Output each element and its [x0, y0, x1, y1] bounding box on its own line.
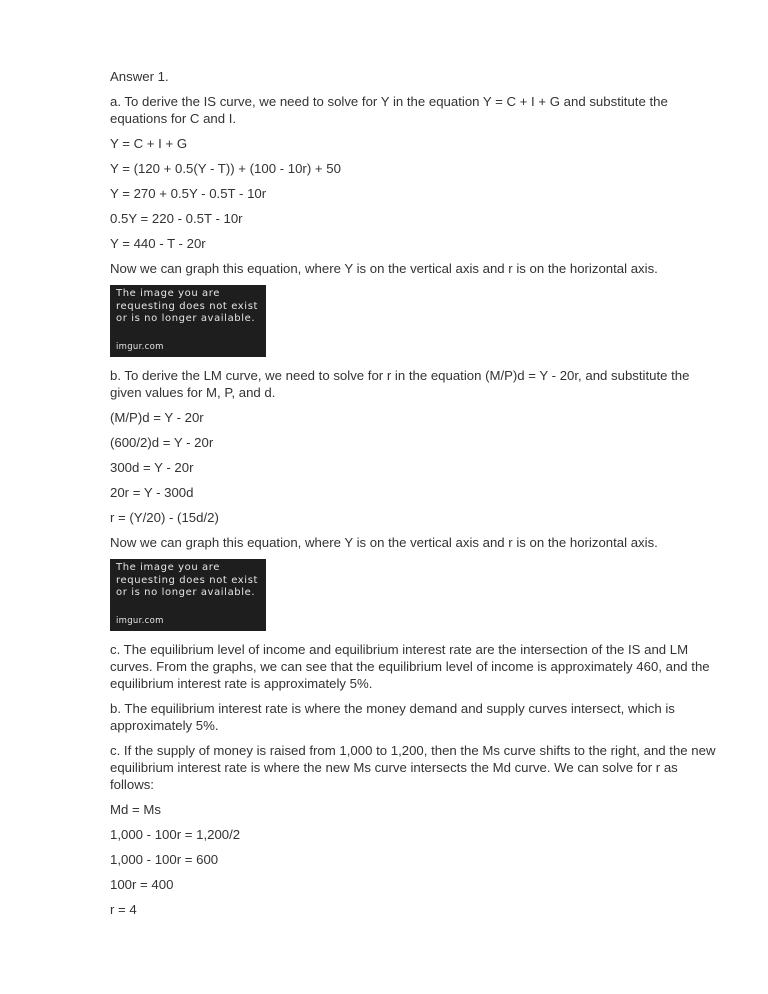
part-c2-intro: c. If the supply of money is raised from 1,000 to 1,200, then the Ms curve shifts to the right, and the new equilibrium interest rate is where the new Ms curve intersects the Md curve. We can solve for r as follows: [110, 743, 716, 792]
part-a-graph-note: Now we can graph this equation, where Y is on the vertical axis and r is on the horizontal axis. [110, 261, 658, 276]
answer-title: Answer 1. [110, 69, 169, 84]
equation: Y = (120 + 0.5(Y - T)) + (100 - 10r) + 50 [110, 161, 341, 176]
part-c-paragraph: c. The equilibrium level of income and equilibrium interest rate are the intersection of the IS and LM curves. From the graphs, we can see that the equilibrium level of income is approximately 460, and the equilibrium interest rate is approximately 5%. [110, 642, 710, 691]
part-b-graph-note: Now we can graph this equation, where Y is on the vertical axis and r is on the horizontal axis. [110, 535, 658, 550]
equation: Y = C + I + G [110, 136, 188, 151]
part-b-intro: b. To derive the LM curve, we need to solve for r in the equation (M/P)d = Y - 20r, and substitute the given values for M, P, and d. [110, 368, 690, 400]
equation: (M/P)d = Y - 20r [110, 410, 204, 425]
equation: 1,000 - 100r = 600 [110, 852, 219, 867]
equation: 100r = 400 [110, 877, 174, 892]
missing-image-message: The image you are requesting does not exist or is no longer available. [116, 562, 259, 598]
missing-image-message: The image you are requesting does not exist or is no longer available. [116, 288, 259, 324]
missing-image-placeholder [110, 285, 266, 357]
part-b2-paragraph: b. The equilibrium interest rate is where the money demand and supply curves intersect, which is approximately 5%. [110, 701, 675, 733]
equation: Md = Ms [110, 802, 161, 817]
equation: 20r = Y - 300d [110, 485, 194, 500]
equation: 0.5Y = 220 - 0.5T - 10r [110, 211, 243, 226]
missing-image-placeholder [110, 559, 266, 631]
equation: (600/2)d = Y - 20r [110, 435, 214, 450]
equation: r = (Y/20) - (15d/2) [110, 510, 219, 525]
equation: 1,000 - 100r = 1,200/2 [110, 827, 241, 842]
equation: r = 4 [110, 902, 137, 917]
equation: Y = 440 - T - 20r [110, 236, 206, 251]
equation: Y = 270 + 0.5Y - 0.5T - 10r [110, 186, 267, 201]
part-a-intro: a. To derive the IS curve, we need to solve for Y in the equation Y = C + I + G and substitute the equations for C and I. [110, 94, 668, 126]
imgur-brand: imgur.com [116, 616, 164, 626]
imgur-brand: imgur.com [116, 342, 164, 352]
equation: 300d = Y - 20r [110, 460, 194, 475]
